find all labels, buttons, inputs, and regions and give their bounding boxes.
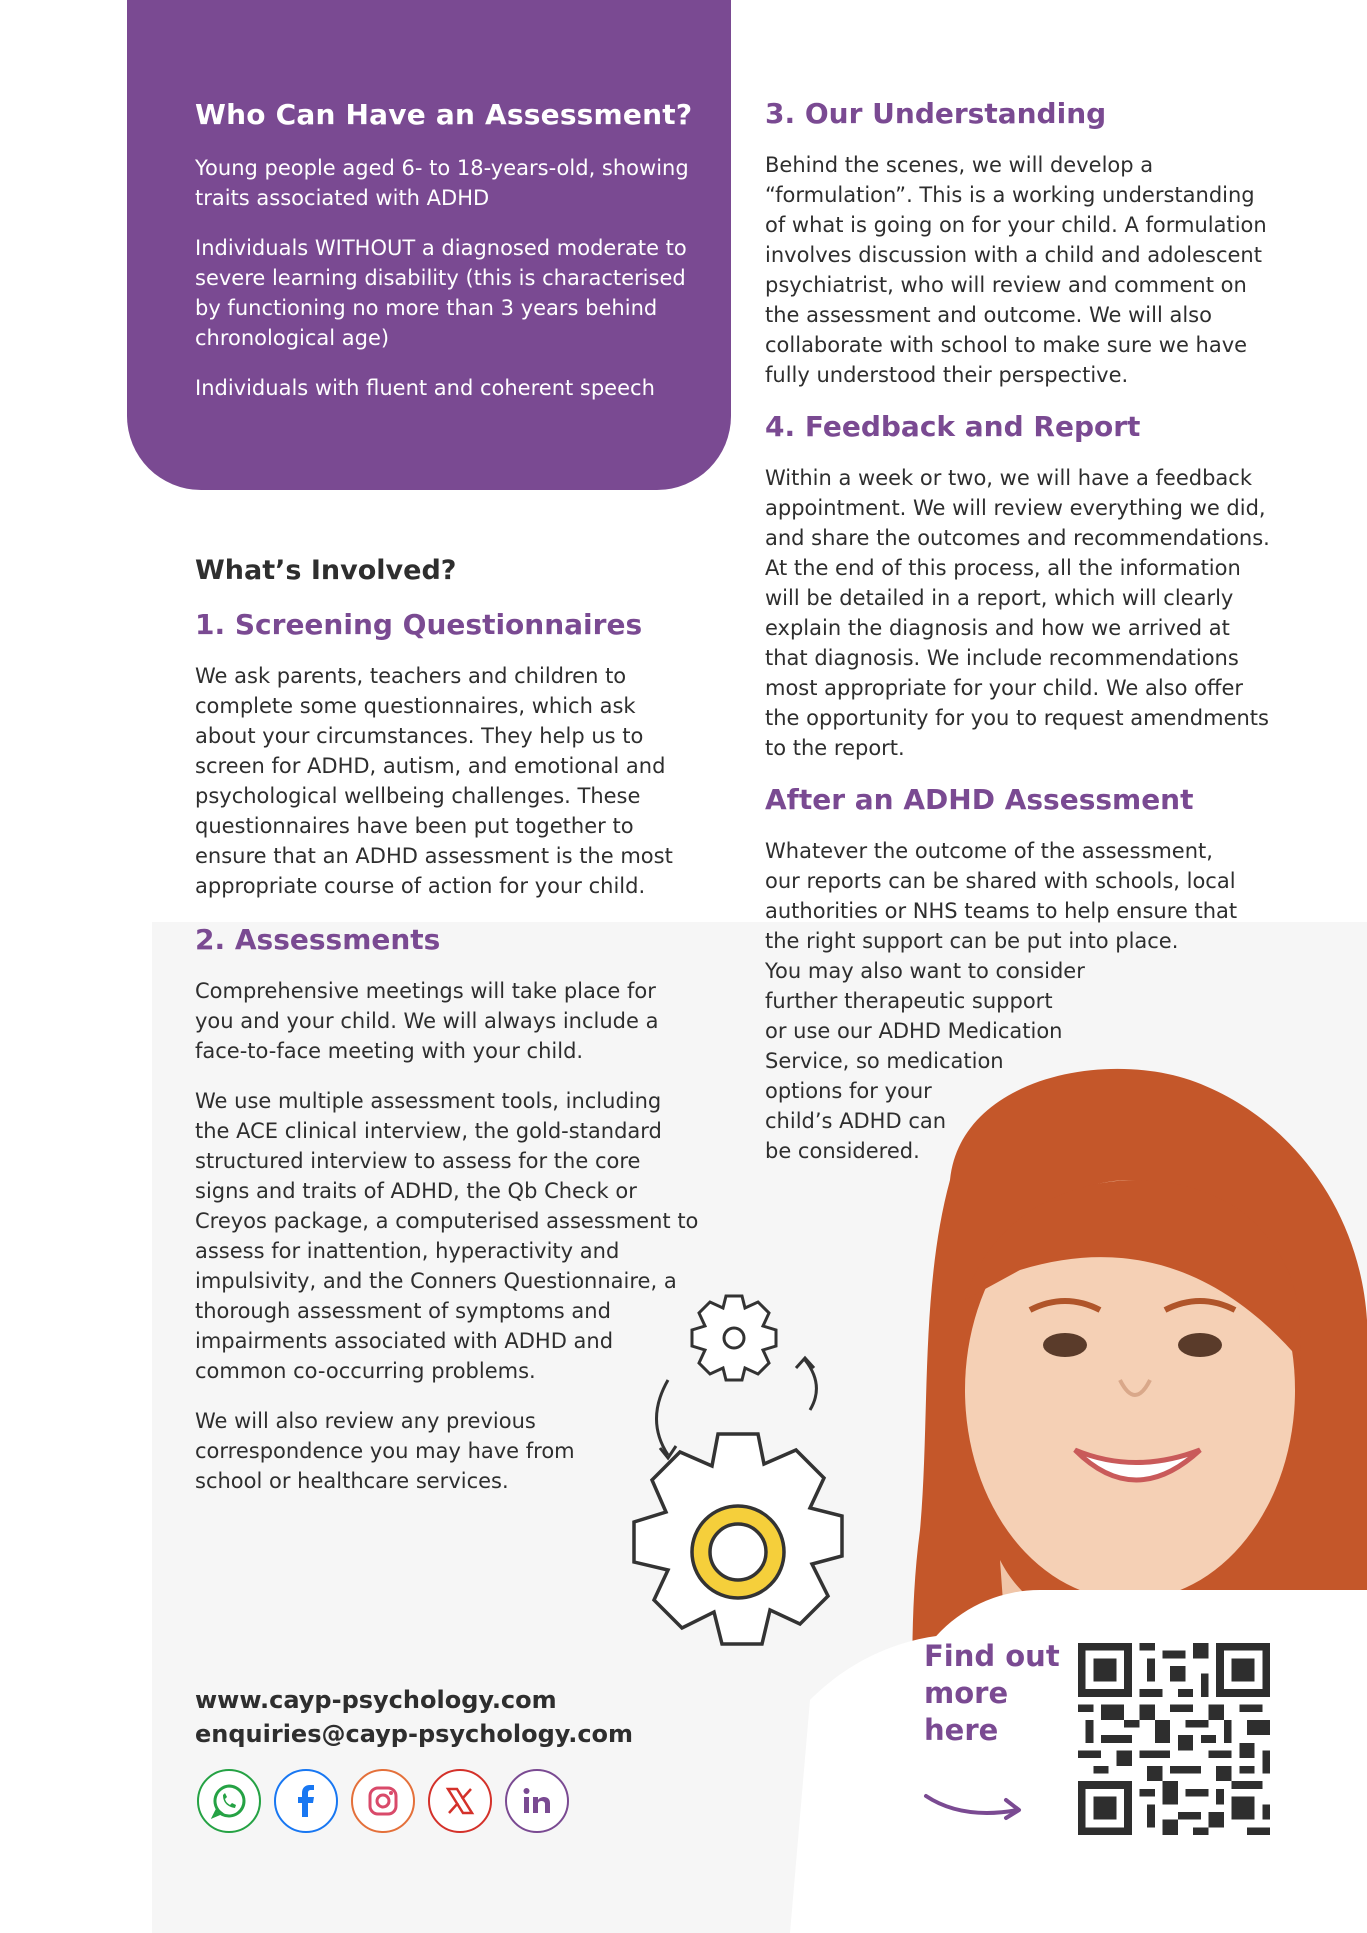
find-out-more-label	[924, 1638, 1074, 1749]
eligibility-item: Individuals with fluent and coherent speech	[195, 376, 655, 400]
text-line: You may also want to consider	[765, 959, 1085, 983]
text-line: child’s ADHD can	[765, 1109, 947, 1133]
text-line: be considered.	[765, 1139, 920, 1163]
instagram-icon[interactable]	[351, 1769, 415, 1833]
left-column	[195, 555, 700, 1496]
linkedin-icon[interactable]	[505, 1769, 569, 1833]
contact-block	[195, 1683, 633, 1751]
text-line: authorities or NHS teams to help ensure that	[765, 899, 1238, 923]
after-assessment-text	[765, 836, 1275, 1166]
facebook-icon[interactable]	[274, 1769, 338, 1833]
section-2-paragraph: Comprehensive meetings will take place for you and your child. We will always include a face-to-face meeting with your child.	[195, 979, 659, 1063]
find-line: more	[924, 1676, 1009, 1710]
section-2-paragraph: We use multiple assessment tools, including the ACE clinical interview, the gold-standard structured interview to assess for the core signs and traits of ADHD, the Qb Check or Creyos package, a computerised assessment to assess for inattention, hyperactivity and impulsivity, and the Conners Questionnaire, a thorough assessment of symptoms and impairments associated with ADHD and common co-occurring problems.	[195, 1089, 699, 1383]
find-line: Find out	[924, 1639, 1060, 1673]
arrow-right-icon	[922, 1788, 1026, 1822]
section-3-text: Behind the scenes, we will develop a “formulation”. This is a working understanding of what is going on for your child. A formulation involves discussion with a child and adolescent psychiatrist, who will review and comment on the assessment and outcome. We will also collaborate with school to make sure we have fully understood their perspective.	[765, 153, 1267, 387]
text-line: options for your	[765, 1079, 932, 1103]
after-assessment-title: After an ADHD Assessment	[765, 783, 1194, 816]
section-1-text: We ask parents, teachers and children to complete some questionnaires, which ask about your circumstances. They help us to screen for ADHD, autism, and emotional and psychological wellbeing challenges. These questionnaires have been put together to ensure that an ADHD assessment is the most appropriate course of action for your child.	[195, 664, 673, 898]
website-link[interactable]: www.cayp-psychology.com	[195, 1686, 557, 1714]
x-icon[interactable]	[428, 1769, 492, 1833]
social-icons	[197, 1769, 569, 1833]
eligibility-title: Who Can Have an Assessment?	[195, 98, 693, 131]
section-1-title: 1. Screening Questionnaires	[195, 608, 643, 641]
text-line: or use our ADHD Medication	[765, 1019, 1063, 1043]
section-2-paragraph: We will also review any previous correspondence you may have from school or healthcare services.	[195, 1409, 575, 1493]
section-2-title: 2. Assessments	[195, 923, 441, 956]
text-line: Service, so medication	[765, 1049, 1004, 1073]
text-line: our reports can be shared with schools, local	[765, 869, 1236, 893]
right-column	[765, 97, 1275, 1166]
section-3-title: 3. Our Understanding	[765, 97, 1107, 130]
text-line: Whatever the outcome of the assessment,	[765, 839, 1213, 863]
text-line: the right support can be put into place.	[765, 929, 1179, 953]
email-link[interactable]: enquiries@cayp-psychology.com	[195, 1720, 634, 1748]
eligibility-item: Individuals WITHOUT a diagnosed moderate to severe learning disability (this is characterised by functioning no more than 3 years behind chronological age)	[195, 236, 687, 350]
whats-involved-title: What’s Involved?	[195, 555, 457, 586]
whatsapp-icon[interactable]	[197, 1769, 261, 1833]
text-line: further therapeutic support	[765, 989, 1053, 1013]
find-line: here	[924, 1713, 999, 1747]
qr-code[interactable]	[1078, 1643, 1270, 1835]
eligibility-item: Young people aged 6- to 18-years-old, showing traits associated with ADHD	[195, 156, 689, 210]
section-4-text: Within a week or two, we will have a feedback appointment. We will review everything we did, and share the outcomes and recommendations. At the end of this process, all the information will be detailed in a report, which will clearly explain the diagnosis and how we arrived at that diagnosis. We include recommendations most appropriate for your child. We also offer the opportunity for you to request amendments to the report.	[765, 466, 1270, 760]
section-4-title: 4. Feedback and Report	[765, 410, 1141, 443]
eligibility-content	[195, 98, 705, 423]
